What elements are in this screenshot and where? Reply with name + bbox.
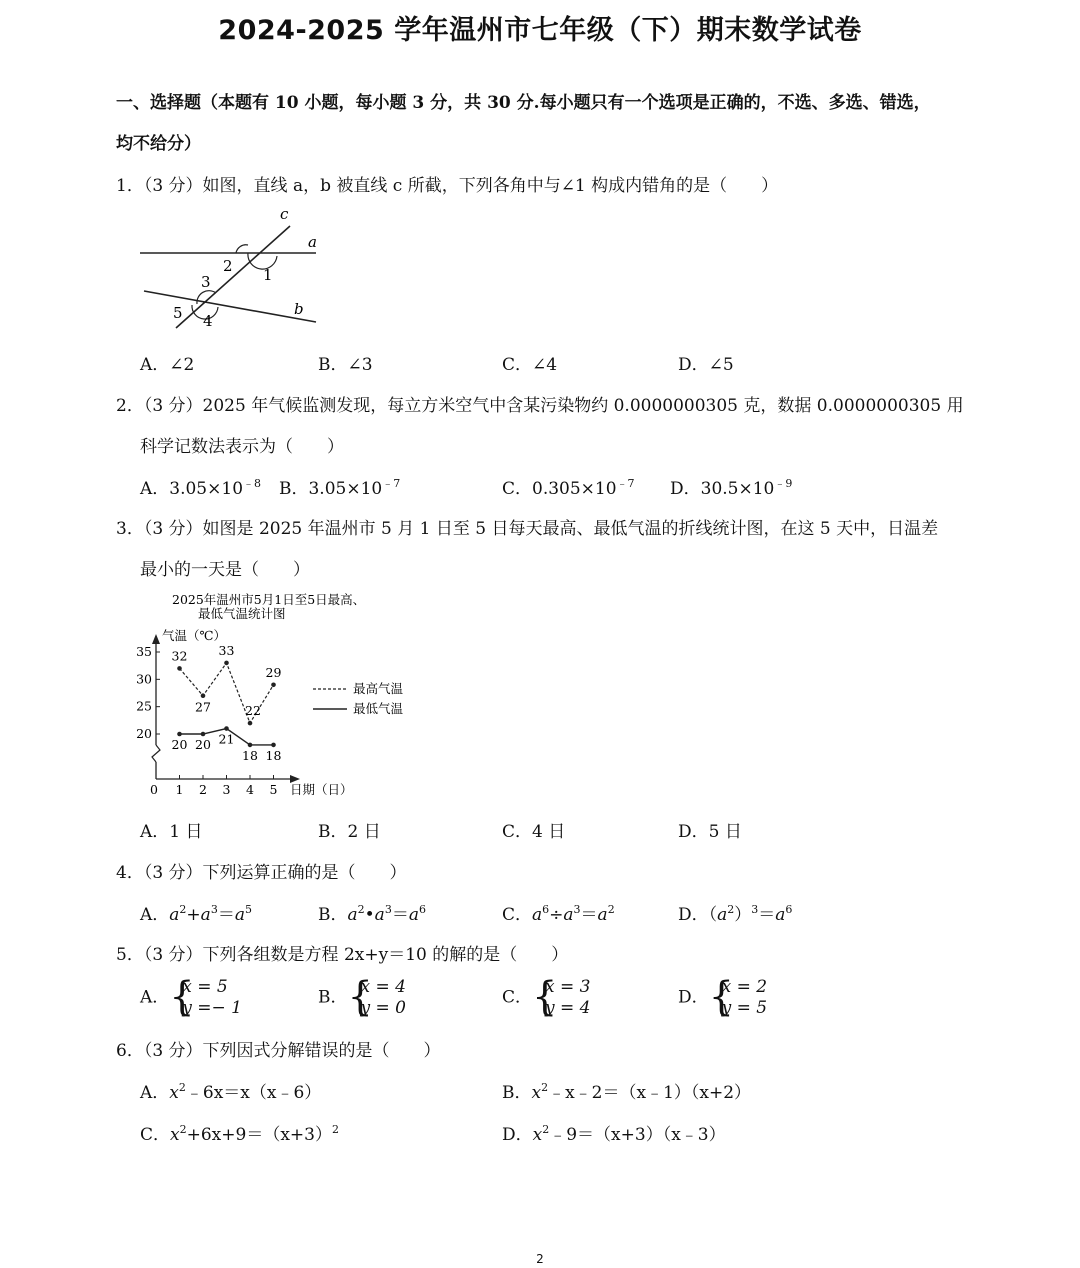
q6-b-prefix: B． (502, 1083, 532, 1103)
question-6-stem: 6．（3 分）下列因式分解错误的是（ ） (116, 1041, 441, 1061)
q4-b-exp1: 2 (357, 903, 365, 916)
x-tick-label: 2 (199, 782, 207, 797)
q4-a-exp2: 3 (210, 903, 218, 916)
q4-b-op: • (364, 905, 375, 925)
q4-d-exp3: 6 (785, 903, 793, 916)
q4-c-exp1: 6 (542, 903, 550, 916)
q2-option-b[interactable] (279, 474, 400, 499)
q2-option-c-exp: ﹣7 (616, 477, 635, 490)
q4-c-exp3: 2 (607, 903, 615, 916)
q5-option-b[interactable] (318, 974, 406, 1020)
q6-a-rest: ﹣6x＝x（x﹣6） (185, 1083, 322, 1103)
data-label-low: 18 (242, 747, 258, 763)
q4-option-c[interactable] (502, 900, 615, 925)
q4-a-eq: ＝ (217, 905, 235, 925)
q6-c-exp: 2 (179, 1123, 187, 1136)
q3-option-b[interactable]: B．2 日 (318, 822, 381, 842)
data-label-high: 29 (265, 664, 282, 680)
q4-b-var1: a (347, 905, 358, 925)
q5-b-prefix: B． (318, 987, 348, 1008)
y-tick-label: 20 (136, 726, 152, 741)
axis-break-icon (152, 745, 160, 762)
x-tick-label: 3 (222, 782, 231, 797)
q3-option-a[interactable]: A．1 日 (140, 822, 203, 842)
chart-x-axis-label: 日期（日） (290, 782, 353, 797)
q4-a-var2: a (200, 905, 211, 925)
q2-option-a-exp: ﹣8 (243, 477, 262, 490)
data-label-high: 33 (218, 642, 235, 658)
q6-a-var: x (169, 1083, 179, 1103)
q4-c-var3: a (597, 905, 608, 925)
q3-option-d[interactable]: D．5 日 (678, 822, 742, 842)
question-3-stem-line1: 3．（3 分）如图是 2025 年温州市 5 月 1 日至 5 日每天最高、最低气温的折线统计图，在这 5 天中，日温差 (116, 519, 939, 539)
q2-option-b-label: B．3.05×10 (279, 479, 383, 499)
angle-2-arc (236, 245, 248, 253)
q5-c-eq2: y = 4 (545, 998, 591, 1018)
q4-option-a[interactable] (140, 900, 252, 925)
q5-d-system (708, 974, 768, 1020)
q4-a-var1: a (169, 905, 180, 925)
y-tick-label: 30 (136, 671, 152, 687)
q4-a-prefix: A． (140, 905, 170, 925)
q2-option-c-label: C．0.305×10 (502, 479, 617, 499)
q5-b-eq1: x = 4 (360, 977, 406, 997)
data-label-low: 18 (265, 747, 282, 763)
data-point-high (248, 721, 253, 726)
brace-icon: { (169, 974, 195, 1020)
brace-icon: { (708, 974, 735, 1020)
question-2-stem-line2: 科学记数法表示为（ ） (140, 437, 344, 457)
data-label-high: 22 (245, 703, 261, 719)
q5-option-a[interactable] (140, 974, 242, 1020)
q4-d-var3: a (775, 905, 786, 925)
q4-d-paren: ） (734, 905, 752, 925)
legend-label-low: 最低气温 (353, 701, 404, 716)
angle-label-1: 1 (263, 266, 273, 284)
data-point-low (224, 726, 229, 731)
q4-d-exp1: 2 (727, 903, 735, 916)
section-heading-line2: 均不给分） (116, 134, 201, 154)
angle-label-3: 3 (201, 273, 211, 291)
q4-b-exp3: 6 (418, 903, 426, 916)
q5-a-prefix: A． (140, 987, 170, 1008)
q2-option-d-label: D．30.5×10 (670, 479, 775, 499)
angle-label-5: 5 (173, 304, 183, 322)
data-point-high (177, 666, 182, 671)
page-title: 2024-2025 学年温州市七年级（下）期末数学试卷 (218, 15, 862, 46)
q4-a-var3: a (234, 905, 245, 925)
temperature-line-chart (130, 588, 430, 803)
q5-option-d[interactable] (678, 974, 768, 1020)
q6-d-rest: ﹣9＝（x+3）（x﹣3） (549, 1125, 726, 1145)
q6-c-prefix: C． (140, 1125, 171, 1145)
q1-option-b[interactable]: B．∠3 (318, 355, 373, 375)
label-b: b (294, 300, 304, 318)
q6-b-rest: ﹣x﹣2＝（x﹣1）（x+2） (548, 1083, 752, 1103)
q5-option-c[interactable] (502, 974, 591, 1020)
q4-d-exp2: 3 (751, 903, 759, 916)
q5-b-eq2: y = 0 (360, 998, 406, 1018)
q4-option-b[interactable] (318, 900, 426, 925)
q6-a-exp: 2 (178, 1081, 186, 1094)
x-tick-label: 4 (246, 782, 254, 797)
data-point-high (271, 683, 276, 688)
q1-option-d[interactable]: D．∠5 (678, 355, 734, 375)
x-tick-label: 5 (269, 782, 278, 797)
data-label-high: 32 (171, 648, 188, 664)
question-5-stem: 5．（3 分）下列各组数是方程 2x+y＝10 的解的是（ ） (116, 945, 569, 965)
q1-geometry-figure (130, 200, 330, 340)
label-c: c (280, 205, 289, 223)
x-tick-label: 1 (175, 782, 184, 797)
q4-c-var2: a (563, 905, 574, 925)
q6-b-exp: 2 (541, 1081, 549, 1094)
data-point-high (201, 693, 206, 698)
q6-option-d[interactable] (502, 1120, 726, 1145)
q4-c-exp2: 3 (573, 903, 581, 916)
q6-d-var: x (532, 1125, 543, 1145)
q5-a-eq1: x = 5 (182, 977, 228, 997)
q6-option-a[interactable] (140, 1078, 321, 1103)
section-heading-line1: 一、选择题（本题有 10 小题，每小题 3 分，共 30 分.每小题只有一个选项是正确的，不选、多选、错选， (116, 93, 931, 113)
q4-a-op: + (186, 905, 201, 925)
q2-option-a-label: A．3.05×10 (140, 479, 244, 499)
q4-b-var2: a (374, 905, 385, 925)
q5-a-system (169, 974, 242, 1020)
q1-option-c[interactable]: C．∠4 (502, 355, 558, 375)
q4-option-d[interactable] (678, 900, 792, 925)
q5-c-eq1: x = 3 (545, 977, 591, 997)
data-point-low (271, 743, 276, 748)
q1-option-a[interactable]: A．∠2 (140, 355, 195, 375)
legend-label-high: 最高气温 (353, 681, 404, 696)
q4-b-eq: ＝ (391, 905, 409, 925)
q6-d-prefix: D． (502, 1125, 533, 1145)
q4-c-var1: a (532, 905, 543, 925)
q5-d-prefix: D． (678, 987, 709, 1008)
q5-c-system (532, 974, 591, 1020)
q5-d-eq1: x = 2 (721, 977, 768, 997)
q5-a-eq2: y =− 1 (182, 998, 242, 1018)
x-tick-label: 0 (150, 782, 158, 797)
q6-option-b[interactable] (502, 1078, 751, 1103)
data-point-low (248, 743, 253, 748)
question-2-stem-line1: 2．（3 分）2025 年气候监测发现，每立方米空气中含某污染物约 0.0000000305 克，数据 0.0000000305 用 (116, 396, 964, 416)
q5-c-prefix: C． (502, 987, 533, 1008)
q6-a-prefix: A． (140, 1083, 170, 1103)
question-4-stem: 4．（3 分）下列运算正确的是（ ） (116, 863, 407, 883)
page-number: 2 (536, 1252, 544, 1266)
q5-b-system (347, 974, 406, 1020)
y-tick-label: 35 (136, 644, 152, 659)
q4-b-exp2: 3 (384, 903, 392, 916)
chart-title-line1: 2025年温州市5月1日至5日最高、 (172, 592, 366, 607)
q4-c-op: ÷ (549, 905, 564, 925)
q6-d-exp: 2 (542, 1123, 550, 1136)
data-point-low (201, 732, 206, 737)
q4-d-eq: ＝ (758, 905, 776, 925)
data-label-low: 20 (171, 737, 188, 752)
angle-label-2: 2 (223, 257, 233, 275)
line-b (144, 291, 316, 322)
y-axis-arrow-icon (152, 634, 160, 644)
q2-option-a[interactable] (140, 474, 261, 499)
q5-d-eq2: y = 5 (721, 998, 768, 1018)
angle-label-4: 4 (203, 312, 213, 330)
q4-c-eq: ＝ (580, 905, 598, 925)
q2-option-c[interactable] (502, 474, 635, 499)
q4-b-prefix: B． (318, 905, 348, 925)
q4-a-exp3: 5 (244, 903, 252, 916)
data-label-low: 21 (218, 731, 235, 747)
data-point-high (224, 661, 229, 666)
chart-title-line2: 最低气温统计图 (198, 606, 286, 621)
q6-option-c[interactable] (140, 1120, 339, 1145)
data-label-high: 27 (195, 699, 211, 715)
y-tick-label: 25 (136, 698, 152, 714)
q4-b-var3: a (408, 905, 419, 925)
q4-d-prefix: D．（ (678, 905, 718, 925)
q3-option-c[interactable]: C．4 日 (502, 822, 566, 842)
q4-a-exp1: 2 (179, 903, 187, 916)
question-1-stem: 1．（3 分）如图，直线 a，b 被直线 c 所截，下列各角中与∠1 构成内错角的是（ ） (116, 176, 779, 196)
q2-option-b-exp: ﹣7 (382, 477, 401, 490)
question-3-stem-line2: 最小的一天是（ ） (140, 560, 310, 580)
chart-y-axis-label: 气温（℃） (162, 628, 226, 643)
data-label-low: 20 (195, 737, 211, 752)
data-point-low (177, 732, 182, 737)
q6-c-rest: +6x+9＝（x+3） (186, 1125, 332, 1145)
q6-c-var: x (170, 1125, 180, 1145)
q2-option-d[interactable] (670, 474, 792, 499)
brace-icon: { (347, 974, 373, 1020)
q6-b-var: x (531, 1083, 542, 1103)
brace-icon: { (532, 974, 558, 1020)
q6-c-exp2: 2 (331, 1123, 339, 1136)
q2-option-d-exp: ﹣9 (774, 477, 793, 490)
label-a: a (308, 233, 317, 251)
q4-c-prefix: C． (502, 905, 533, 925)
q4-d-var1: a (717, 905, 728, 925)
